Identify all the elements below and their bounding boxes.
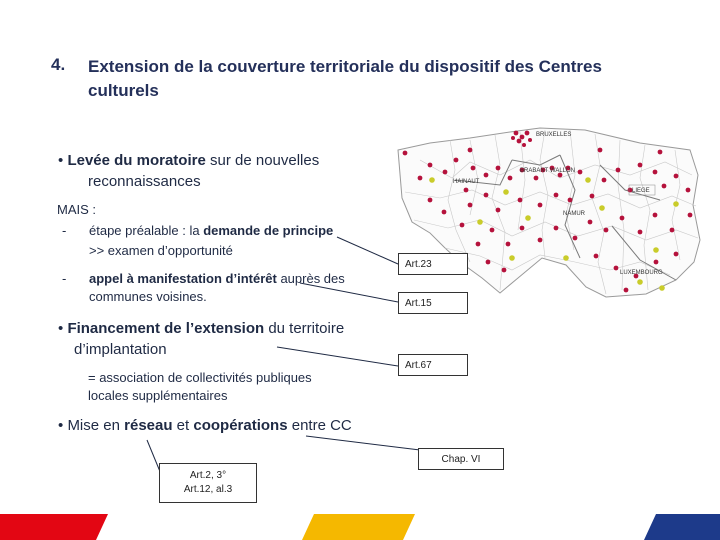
bullet-dot: • bbox=[58, 417, 64, 434]
bullet-bold: Financement de l’extension bbox=[67, 320, 265, 337]
bullet-line-2: d’implantation bbox=[74, 341, 167, 358]
bullet-bold-2: coopérations bbox=[193, 417, 288, 434]
map-label: LUXEMBOURG bbox=[620, 270, 663, 276]
ref-chap6-label: Chap. VI bbox=[441, 453, 481, 465]
section-number: 4. bbox=[51, 55, 66, 74]
item2-text: auprès des bbox=[276, 271, 345, 286]
ref-art2-line1: Art.2, 3° bbox=[189, 470, 227, 481]
ref-art67-label: Art.67 bbox=[405, 359, 432, 371]
title-line-1: Extension de la couverture territoriale du dispositif des Centres bbox=[88, 57, 602, 76]
dash-2: - bbox=[62, 271, 67, 286]
bullet-line-2: reconnaissances bbox=[88, 173, 201, 190]
bullet-bold: Levée du moratoire bbox=[67, 152, 206, 169]
map-label: HAINAUT bbox=[453, 179, 480, 185]
bullet-text-pre: Mise en bbox=[67, 417, 125, 434]
note-line-2: locales supplémentaires bbox=[88, 388, 228, 403]
map-label: LIEGE bbox=[632, 188, 650, 194]
bullet-dot: • bbox=[58, 152, 64, 169]
item2-bold: appel à manifestation d’intérêt bbox=[89, 271, 277, 286]
note-line-1: = association de collectivités publiques bbox=[88, 370, 312, 385]
item1-bold: demande de principe bbox=[203, 223, 334, 238]
item1-line-2: >> examen d’opportunité bbox=[89, 243, 233, 258]
bullet-bold-1: réseau bbox=[124, 417, 173, 434]
mais-label: MAIS : bbox=[57, 202, 97, 217]
map-label: BRUXELLES bbox=[536, 132, 572, 138]
ref-art23-label: Art.23 bbox=[405, 258, 432, 270]
bullet-text: du territoire bbox=[264, 320, 345, 337]
dash-1: - bbox=[62, 223, 67, 238]
map-label: NAMUR bbox=[563, 211, 585, 217]
footer-yellow-stripe bbox=[302, 514, 415, 540]
item2-line-2: communes voisines. bbox=[89, 289, 207, 304]
ref-art2-line2: Art.12, al.3 bbox=[183, 484, 233, 495]
map-label: BRABANT WALLON bbox=[520, 168, 576, 174]
footer-red-stripe bbox=[0, 514, 108, 540]
bullet-text-rest: entre CC bbox=[287, 417, 352, 434]
footer-blue-stripe bbox=[644, 514, 720, 540]
bullet-dot: • bbox=[58, 320, 64, 337]
bullet-text: sur de nouvelles bbox=[205, 152, 320, 169]
item1-text: étape préalable : la bbox=[89, 223, 204, 238]
bullet-text-mid: et bbox=[172, 417, 194, 434]
title-line-2: culturels bbox=[88, 81, 159, 100]
ref-art15-label: Art.15 bbox=[405, 297, 432, 309]
